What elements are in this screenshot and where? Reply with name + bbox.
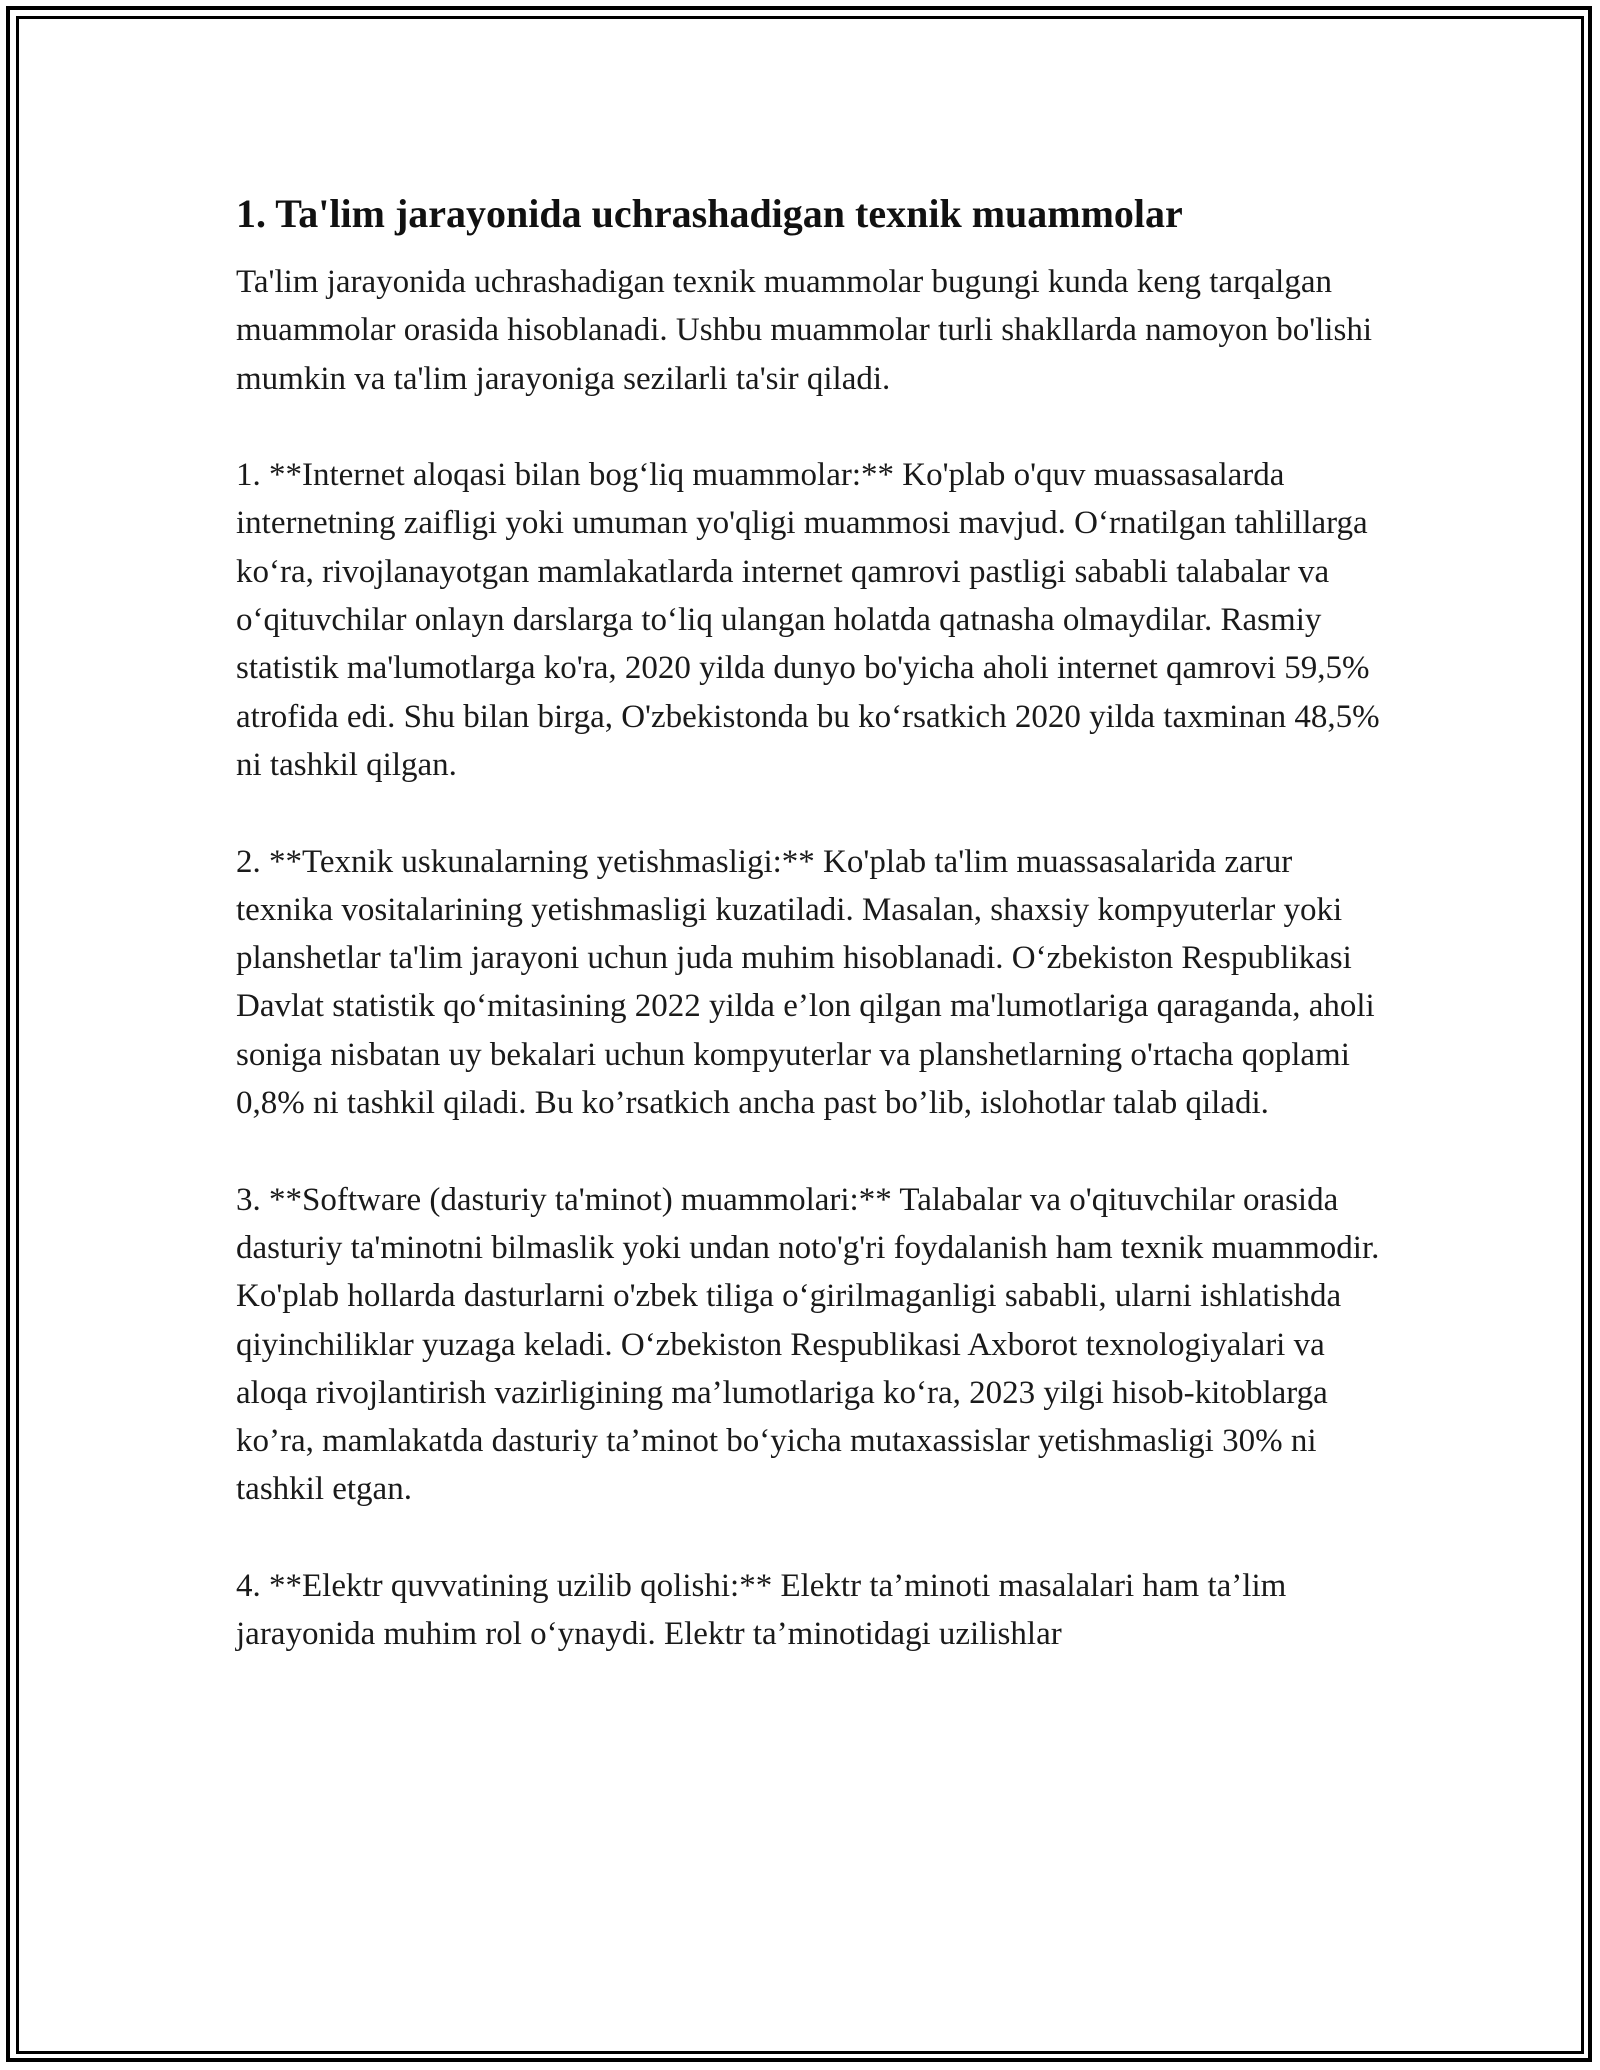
paragraph-internet-issues: 1. **Internet aloqasi bilan bog‘liq muammolar:** Ko'plab o'quv muassasalarda internetning zaifligi yoki umuman yo'qligi muammosi mavjud. O‘rnatilgan tahlillarga ko‘ra, rivojlanayotgan mamlakatlarda internet qamrovi pastligi sababli talabalar va o‘qituvchilar onlayn darslarga to‘liq ulangan holatda qatnasha olmaydilar. Rasmiy statistik ma'lumotlarga ko'ra, 2020 yilda dunyo bo'yicha aholi internet qamrovi 59,5% atrofida edi. Shu bilan birga, O'zbekistonda bu ko‘rsatkich 2020 yilda taxminan 48,5% ni tashkil qilgan. [236, 457, 1380, 783]
intro-paragraph: Ta'lim jarayonida uchrashadigan texnik muammolar bugungi kunda keng tarqalgan muammolar orasida hisoblanadi. Ushbu muammolar turli shakllarda namoyon bo'lishi mumkin va ta'lim jarayoniga sezilarli ta'sir qiladi. [236, 264, 1372, 397]
paragraph-software-issues: 3. **Software (dasturiy ta'minot) muammolari:** Talabalar va o'qituvchilar orasida dasturiy ta'minotni bilmaslik yoki undan noto'g'ri foydalanish ham texnik muammodir. Ko'plab hollarda dasturlarni o'zbek tiliga o‘girilmaganligi sababli, ularni ishlatishda qiyinchiliklar yuzaga keladi. O‘zbekiston Respublikasi Axborot texnologiyalari va aloqa rivojlantirish vazirligining ma’lumotlariga ko‘ra, 2023 yilgi hisob-kitoblarga ko’ra, mamlakatda dasturiy ta’minot bo‘yicha mutaxassislar yetishmasligi 30% ni tashkil etgan. [236, 1181, 1380, 1508]
section-title: 1. Ta'lim jarayonida uchrashadigan texnik muammolar [236, 191, 1183, 236]
document-body [236, 190, 1386, 1659]
paragraph-equipment-shortage: 2. **Texnik uskunalarning yetishmasligi:** Ko'plab ta'lim muassasalarida zarur texnika vositalarining yetishmasligi kuzatiladi. Masalan, shaxsiy kompyuterlar yoki planshetlar ta'lim jarayoni uchun juda muhim hisoblanadi. O‘zbekiston Respublikasi Davlat statistik qo‘mitasining 2022 yilda e’lon qilgan ma'lumotlariga qaraganda, aholi soniga nisbatan uy bekalari uchun kompyuterlar va planshetlarning o'rtacha qoplami 0,8% ni tashkil qiladi. Bu ko’rsatkich ancha past bo’lib, islohotlar talab qiladi. [236, 843, 1375, 1122]
paragraph-power-outages: 4. **Elektr quvvatining uzilib qolishi:** Elektr ta’minoti masalalari ham ta’lim jarayonida muhim rol o‘ynaydi. Elektr ta’minotidagi uzilishlar [236, 1568, 1287, 1653]
